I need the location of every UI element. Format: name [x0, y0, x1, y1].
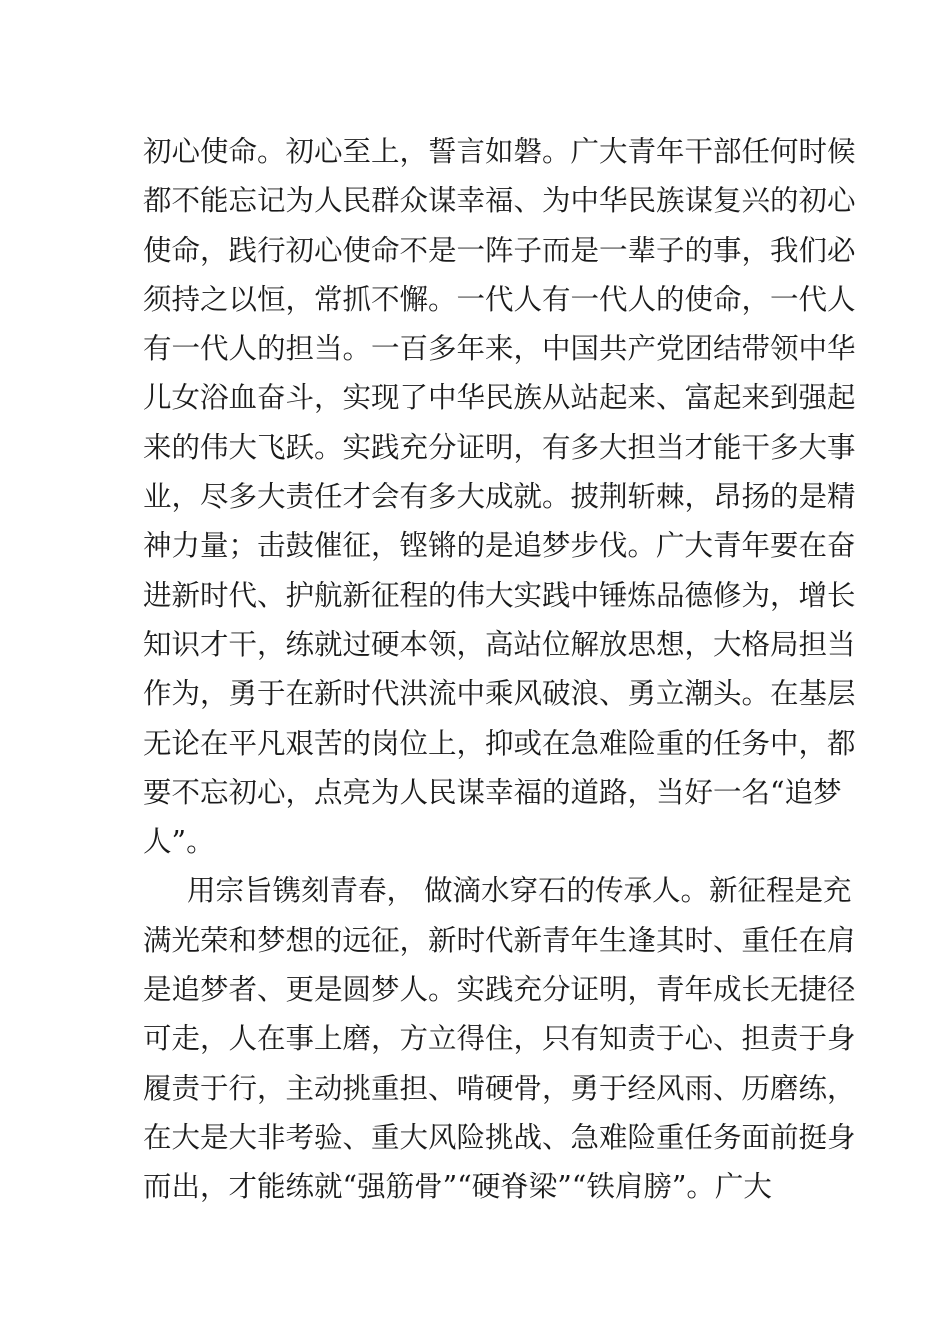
text-line: 履责于行，主动挑重担、啃硬骨，勇于经风雨、历磨练，: [143, 1071, 856, 1105]
text-line: 来的伟大飞跃。实践充分证明，有多大担当才能干多大事: [143, 430, 856, 464]
text-line: 进新时代、护航新征程的伟大实践中锤炼品德修为，增长: [143, 578, 856, 612]
paragraph-1: [143, 127, 856, 866]
text-line: 知识才干，练就过硬本领，高站位解放思想，大格局担当: [143, 627, 856, 661]
body-text: [143, 127, 856, 1212]
text-line: 要不忘初心，点亮为人民谋幸福的道路，当好一名“追梦: [143, 775, 842, 809]
text-line: 在大是大非考验、重大风险挑战、急难险重任务面前挺身: [143, 1120, 856, 1154]
text-line: 业，尽多大责任才会有多大成就。披荆斩棘，昂扬的是精: [143, 480, 856, 514]
text-line: 无论在平凡艰苦的岗位上，抑或在急难险重的任务中，都: [143, 726, 856, 760]
text-line: 儿女浴血奋斗，实现了中华民族从站起来、富起来到强起: [143, 381, 856, 415]
text-line: 满光荣和梦想的远征，新时代新青年生逢其时、重任在肩: [143, 923, 856, 957]
text-line: 而出，才能练就“强筋骨”“硬脊梁”“铁肩膀”。广大: [143, 1170, 772, 1204]
text-line: 有一代人的担当。一百多年来，中国共产党团结带领中华: [143, 332, 856, 366]
text-line: 作为，勇于在新时代洪流中乘风破浪、勇立潮头。在基层: [143, 677, 856, 711]
text-line: 须持之以恒，常抓不懈。一代人有一代人的使命，一代人: [143, 282, 856, 316]
text-line: 都不能忘记为人民群众谋幸福、为中华民族谋复兴的初心: [143, 184, 856, 218]
text-line: 用宗旨镌刻青春， 做滴水穿石的传承人。新征程是充: [187, 874, 852, 908]
text-line: 可走，人在事上磨，方立得住，只有知责于心、担责于身: [143, 1022, 856, 1056]
text-line: 使命，践行初心使命不是一阵子而是一辈子的事，我们必: [143, 233, 856, 267]
text-line: 是追梦者、更是圆梦人。实践充分证明，青年成长无捷径: [143, 973, 856, 1007]
text-line: 人”。: [143, 825, 215, 859]
text-line: 神力量；击鼓催征，铿锵的是追梦步伐。广大青年要在奋: [143, 529, 856, 563]
text-line: 初心使命。初心至上，誓言如磐。广大青年干部任何时候: [143, 135, 856, 168]
paragraph-2: [143, 866, 856, 1211]
